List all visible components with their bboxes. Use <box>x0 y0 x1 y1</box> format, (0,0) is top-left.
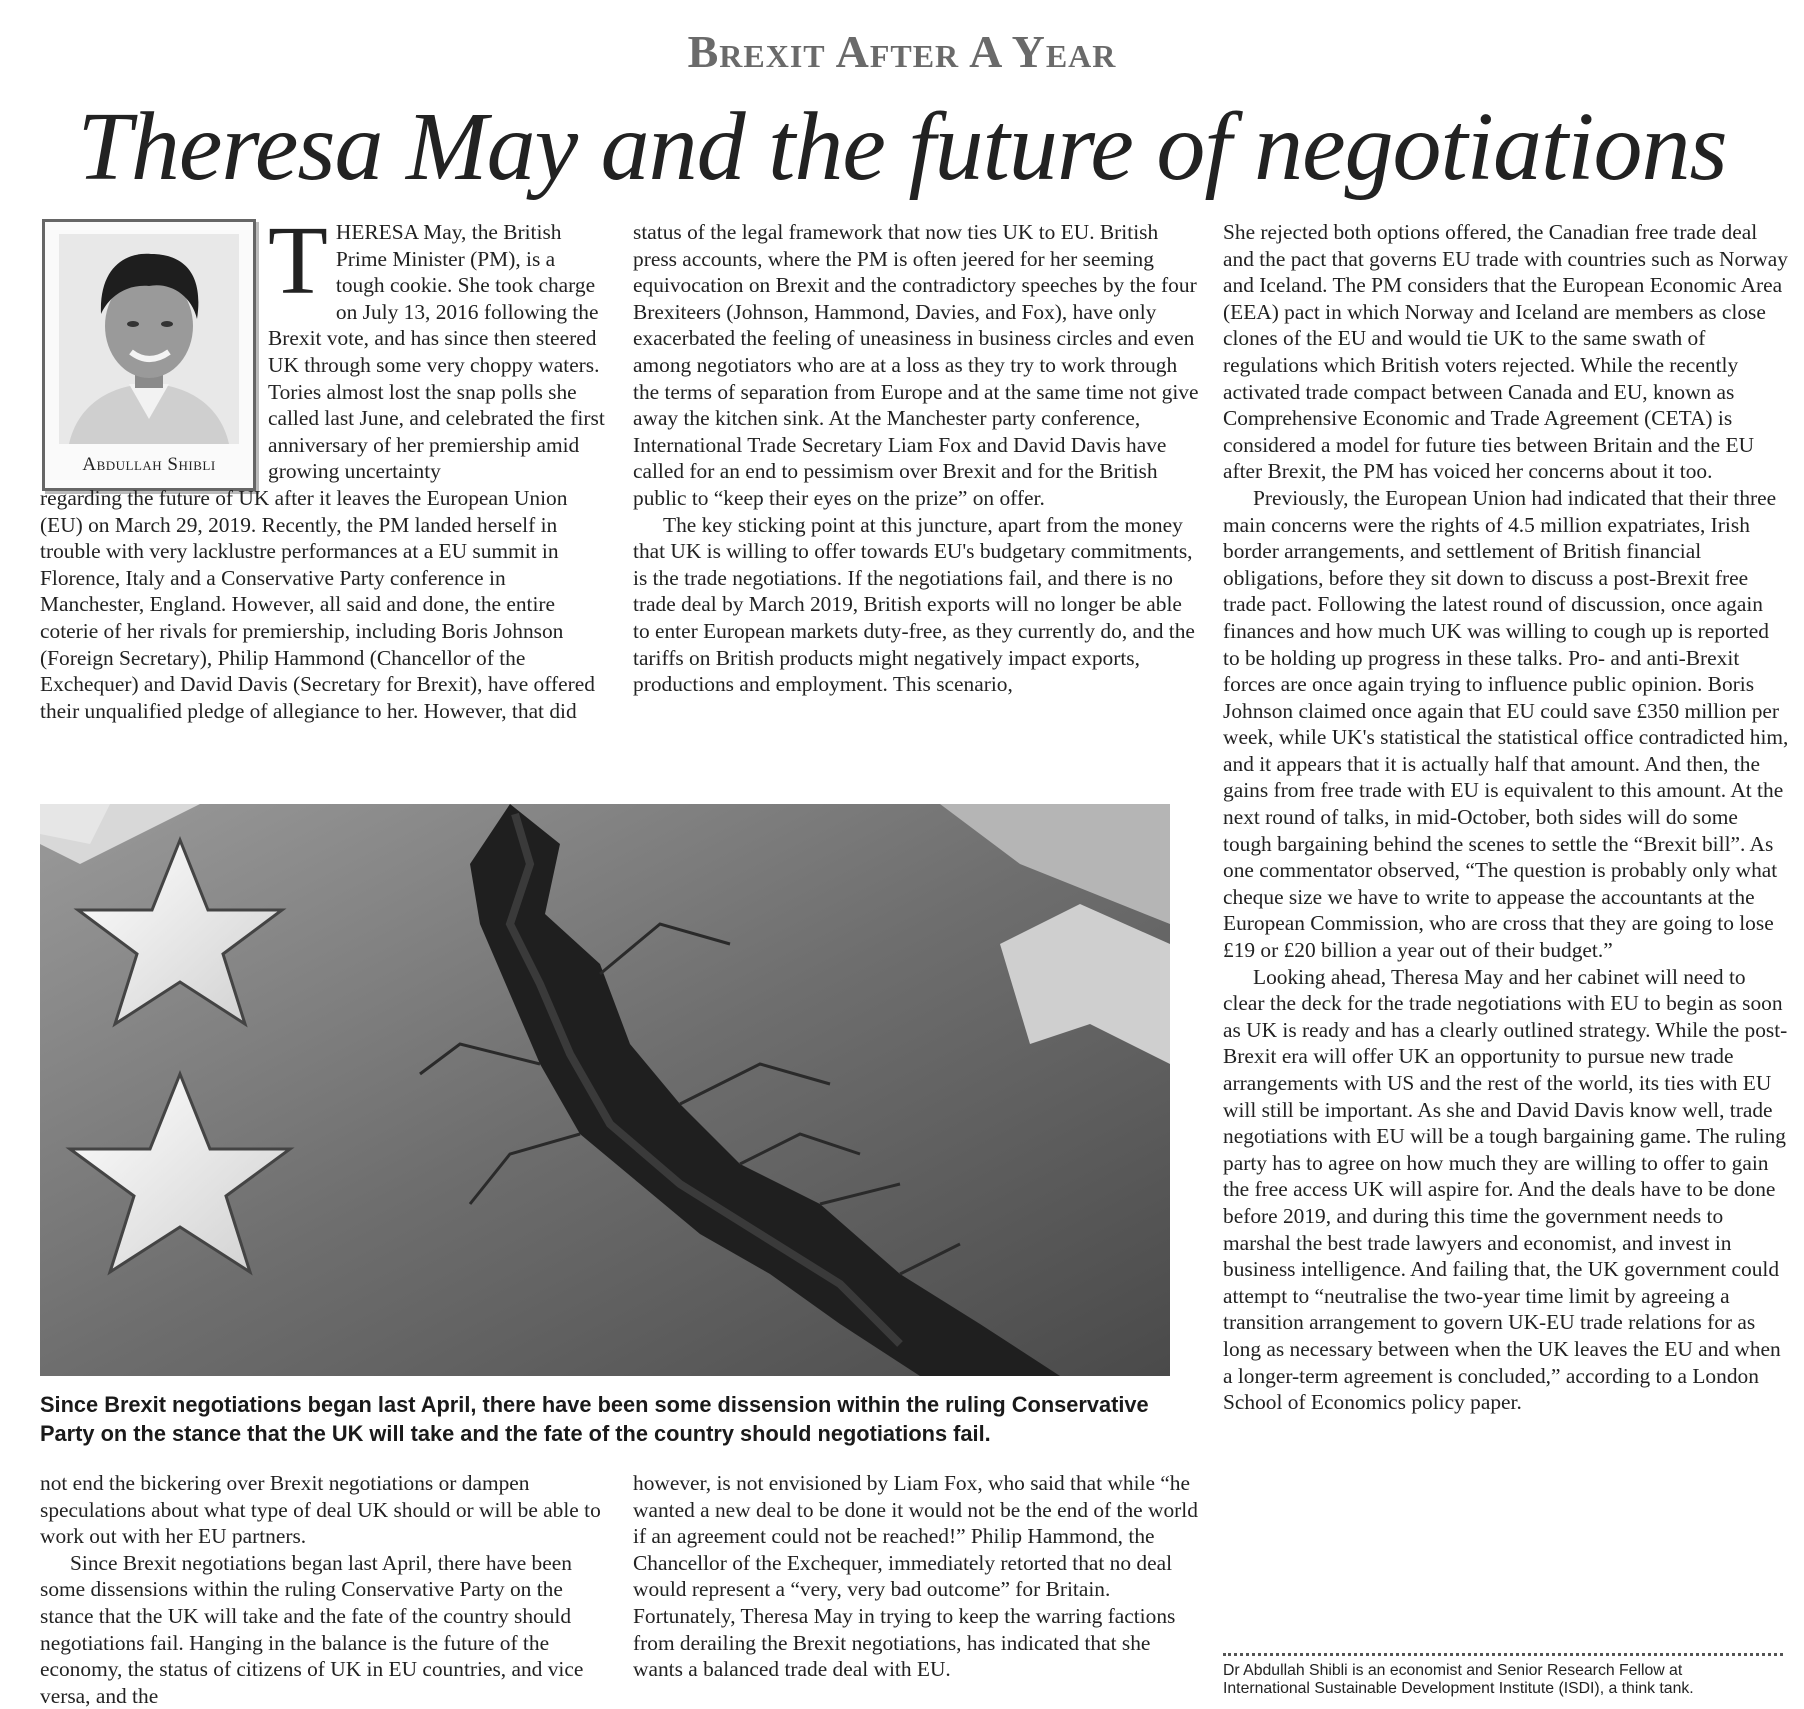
author-bio-line: Dr Abdullah Shibli is an economist and Senior Research Fellow at <box>1223 1662 1683 1679</box>
article-paragraph: Previously, the European Union had indicated that their three main concerns were the rights of 4.5 million expatriates, Irish border arrangements, and settlement of British financial obligations, before they sit down to discuss a post-Brexit free trade pact. Following the latest round of discussion, once again finances and how much UK was willing to cough up is reported to be holding up progress in these talks. Pro- and anti-Brexit forces are once again trying to influence public opinion. Boris Johnson claimed once again that EU could save £350 million per week, while UK's statistical the statistical office contradicted him, and it appears that it is actually half that amount. And then, the gains from free trade with EU is equivalent to this amount. At the next round of talks, in mid-October, both sides will do some tough bargaining behind the scenes to settle the “Brexit bill”. As one commentator observed, “The question is probably only what cheque size we have to write to appease the accountants at the European Commission, who are cross that they are going to lose £19 or £20 billion a year out of their budget.” <box>1223 485 1789 963</box>
article-paragraph: not end the bickering over Brexit negotiations or dampen speculations about what type of deal UK should or will be able to work out with her EU partners. <box>40 1471 601 1549</box>
author-byline: Abdullah Shibli <box>82 454 216 475</box>
divider-rule <box>1223 1653 1783 1656</box>
article-paragraph: status of the legal framework that now ties UK to EU. British press accounts, where the PM is often jeered for her seeming equivocation on Brexit and the contradictory speeches by the four Brexiteers (Johnson, Hammond, Davies, and Fox), have only exacerbated the feeling of uneasiness in business circles and even among negotiators who are at a loss as they try to work through the terms of separation from Europe and at the same time not give away the kitchen sink. At the Manchester party conference, International Trade Secretary Liam Fox and David Davis have called for an end to pessimism over Brexit and for the British public to “keep their eyes on the prize” on offer. <box>633 220 1199 510</box>
section-kicker: Brexit After A Year <box>687 26 1117 77</box>
article-paragraph: She rejected both options offered, the Canadian free trade deal and the pact that governs EU trade with countries such as Norway and Iceland. The PM considers that the European Economic Area (EEA) pact in which Norway and Iceland are members as close clones of the EU and would tie UK to the same swath of regulations which British voters rejected. While the recently activated trade compact between Canada and EU, known as Comprehensive Economic and Trade Agreement (CETA) is considered a model for future ties between Britain and the EU after Brexit, the PM has voiced her concerns about it too. <box>1223 220 1788 484</box>
drop-cap: T <box>268 207 328 315</box>
intro-paragraph: HERESA May, the British Prime Minister (PM), is a tough cookie. She took charge on July 13, 2016 following the Brexit vote, and has since then steered UK through some very choppy waters. Tories almost lost the snap polls she called last June, and celebrated the first anniversary of her premiership amid growing uncertainty <box>268 220 605 484</box>
column-1-top <box>40 207 606 724</box>
article-image-cracked-eu-flag <box>40 804 1170 1376</box>
author-bio <box>1223 1662 1793 1698</box>
image-caption: Since Brexit negotiations began last April, there have been some dissension within the ruling Conservative Party on the stance that the UK will take and the fate of the country should negotiations fail. <box>40 1392 1149 1446</box>
article-paragraph: regarding the future of UK after it leaves the European Union (EU) on March 29, 2019. Recently, the PM landed herself in trouble with very lacklustre performances at a EU summit in Florence, Italy and a Conservative Party conference in Manchester, England. However, all said and done, the entire coterie of her rivals for premiership, including Boris Johnson (Foreign Secretary), Philip Hammond (Chancellor of the Exchequer) and David Davis (Secretary for Brexit), have offered their unqualified pledge of allegiance to her. However, that did <box>40 485 595 723</box>
column-1-bottom <box>40 1470 606 1709</box>
article-paragraph: Since Brexit negotiations began last April, there have been some dissensions within the ruling Conservative Party on the stance that the UK will take and the fate of the country should negotiations fail. Hanging in the balance is the future of the economy, the status of citizens of UK in EU countries, and vice versa, and the <box>40 1550 584 1708</box>
column-2-bottom <box>633 1470 1199 1683</box>
article-paragraph: however, is not envisioned by Liam Fox, who said that while “he wanted a new deal to be done it would not be the end of the world if an agreement could not be reached!” Philip Hammond, the Chancellor of the Exchequer, immediately retorted that no deal would represent a “very, very bad outcome” for Britain. Fortunately, Theresa May in trying to keep the warring factions from derailing the Brexit negotiations, has indicated that she wants a balanced trade deal with EU. <box>633 1471 1198 1682</box>
article-paragraph: Looking ahead, Theresa May and her cabinet will need to clear the deck for the trade negotiations with EU to begin as soon as UK is ready and has a clearly outlined strategy. While the post-Brexit era will offer UK an opportunity to pursue new trade arrangements with US and the rest of the world, its ties with EU will still be important. As she and David Davis know well, trade negotiations with EU will be a tough bargaining game. The ruling party has to agree on how much they are willing to offer to gain the free access UK will aspire for. And the deals have to be done before 2019, and during this time the government needs to marshal the best trade lawyers and economist, and invest in business intelligence. And failing that, the UK government could attempt to “neutralise the two-year time limit by agreeing a transition arrangement to govern UK-EU trade relations for as long as necessary between when the UK leaves the EU and when a longer-term agreement is concluded,” according to a London School of Economics policy paper. <box>1223 964 1788 1415</box>
article-paragraph: The key sticking point at this juncture, apart from the money that UK is willing to offer towards EU's budgetary commitments, is the trade negotiations. If the negotiations fail, and there is no trade deal by March 2019, British exports will no longer be able to enter European markets duty-free, as they currently do, and the tariffs on British products might negatively impact exports, productions and employment. This scenario, <box>633 512 1195 697</box>
column-3 <box>1223 219 1789 1416</box>
author-bio-line: International Sustainable Development Institute (ISDI), a think tank. <box>1223 1680 1694 1697</box>
headline: Theresa May and the future of negotiations <box>77 93 1727 201</box>
column-2-top <box>633 219 1199 698</box>
